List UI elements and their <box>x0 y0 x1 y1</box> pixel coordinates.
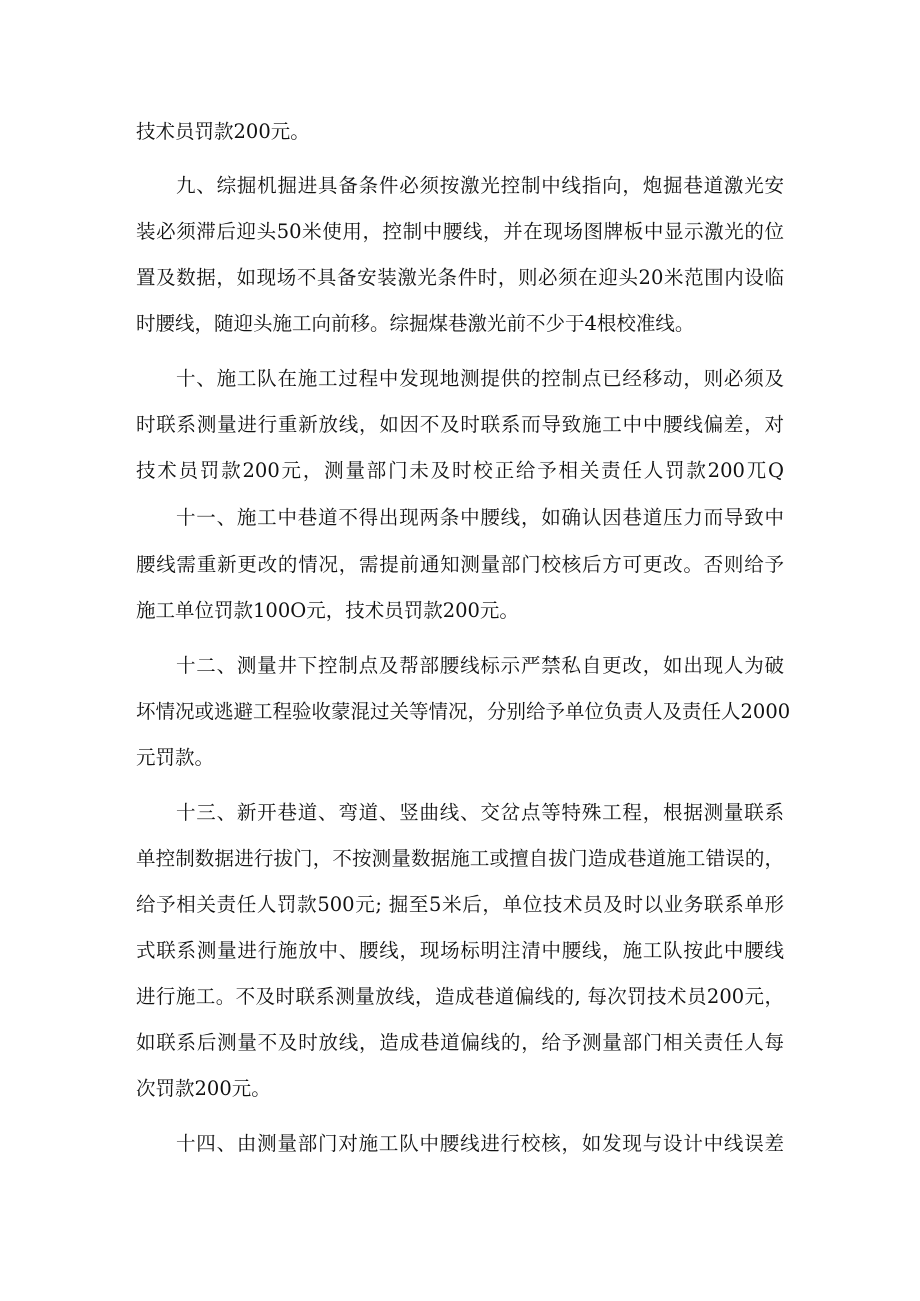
text-line: 十一、施工中巷道不得出现两条中腰线，如确认因巷道压力而导致中 <box>176 506 784 529</box>
text-line: 进行施工。不及时联系测量放线，造成巷道偏线的, 每次罚技术员200元， <box>136 985 784 1008</box>
text-line: 次罚款200元。 <box>136 1077 271 1100</box>
text-line: 腰线需重新更改的情况，需提前通知测量部门校核后方可更改。否则给予 <box>136 553 784 576</box>
text-line: 十二、测量井下控制点及帮部腰线标示严禁私自更改，如出现人为破 <box>176 654 784 677</box>
text-line: 九、综掘机掘进具备条件必须按激光控制中线指向，炮掘巷道激光安 <box>176 174 784 197</box>
text-line: 十三、新开巷道、弯道、竖曲线、交岔点等特殊工程，根据测量联系 <box>176 801 784 824</box>
text-line: 十、施工队在施工过程中发现地测提供的控制点已经移动，则必须及 <box>176 367 784 390</box>
text-line: 施工单位罚款100O元，技术员罚款200元。 <box>136 599 519 622</box>
text-line: 给予相关责任人罚款500元; 掘至5米后，单位技术员及时以业务联系单形 <box>136 893 784 916</box>
text-line: 技术员罚款200元，测量部门未及时校正给予相关责任人罚款200兀Q <box>136 459 784 482</box>
text-line: 装必须滞后迎头50米使用，控制中腰线，并在现场图牌板中显示激光的位 <box>136 220 784 243</box>
text-line: 时腰线，随迎头施工向前移。综掘煤巷激光前不少于4根校准线。 <box>136 312 695 335</box>
text-line: 坏情况或逃避工程验收蒙混过关等情况，分别给予单位负责人及责任人2000 <box>136 700 791 723</box>
text-line: 时联系测量进行重新放线，如因不及时联系而导致施工中中腰线偏差，对 <box>136 413 784 436</box>
text-line: 式联系测量进行施放中、腰线，现场标明注清中腰线，施工队按此中腰线 <box>136 939 784 962</box>
text-line: 技术员罚款200元。 <box>136 120 310 143</box>
text-line: 如联系后测量不及时放线，造成巷道偏线的，给予测量部门相关责任人每 <box>136 1031 784 1054</box>
text-line: 单控制数据进行拔门，不按测量数据施工或擅自拔门造成巷道施工错误的， <box>136 847 784 870</box>
text-line: 十四、由测量部门对施工队中腰线进行校核，如发现与设计中线误差 <box>176 1132 784 1155</box>
text-line: 置及数据，如现场不具备安装激光条件时，则必须在迎头20米范围内设临 <box>136 266 784 289</box>
text-line: 元罚款。 <box>136 746 215 769</box>
